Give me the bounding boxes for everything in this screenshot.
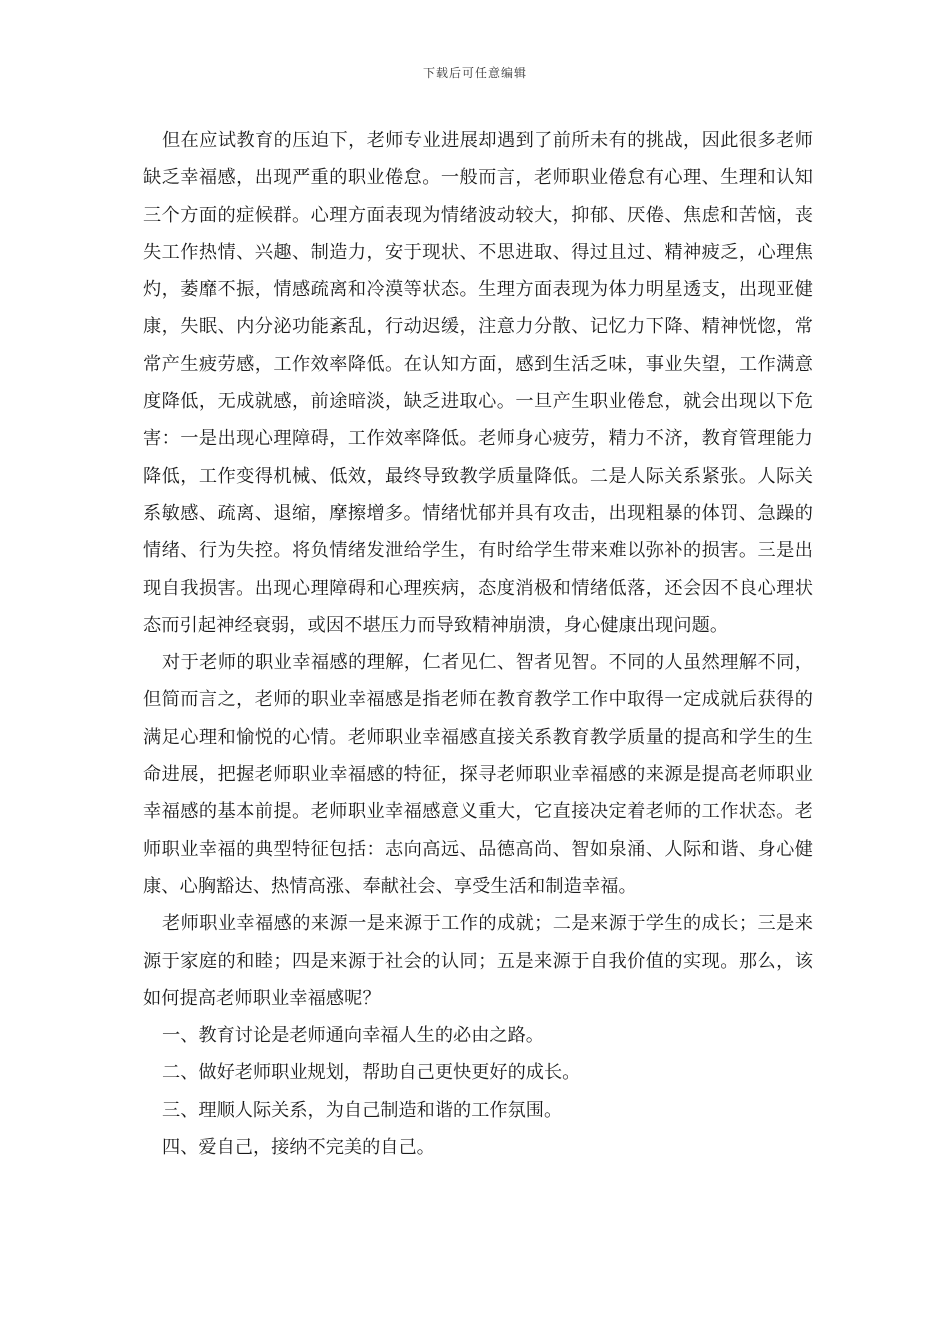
list-item-2: 二、做好老师职业规划，帮助自己更快更好的成长。: [162, 1062, 581, 1084]
list-item-4: 四、爱自己，接纳不完美的自己。: [162, 1137, 435, 1159]
list-item-1: 一、教育讨论是老师通向幸福人生的必由之路。: [162, 1025, 544, 1047]
paragraph-happiness-definition: 对于老师的职业幸福感的理解，仁者见仁、智者见智。不同的人虽然理解不同，但简而言之，老师的职业幸福感是指老师在教育教学工作中取得一定成就后获得的满足心理和愉悦的心情。老师职业幸福感直接关系教育教学质量的提高和学生的生命进展，把握老师职业幸福感的特征，探寻老师职业幸福感的来源是提高老师职业幸福感的基本前提。老师职业幸福感意义重大，它直接决定着老师的工作状态。老师职业幸福的典型特征包括：志向高远、品德高尚、智如泉涌、人际和谐、身心健康、心胸豁达、热情高涨、奉献社会、享受生活和制造幸福。: [143, 652, 813, 897]
paragraph-happiness-sources: 老师职业幸福感的来源一是来源于工作的成就；二是来源于学生的成长；三是来源于家庭的和睦；四是来源于社会的认同；五是来源于自我价值的实现。那么，该如何提高老师职业幸福感呢？: [143, 913, 813, 1009]
paragraph-burnout: 但在应试教育的压迫下，老师专业进展却遇到了前所未有的挑战，因此很多老师缺乏幸福感，出现严重的职业倦怠。一般而言，老师职业倦怠有心理、生理和认知三个方面的症候群。心理方面表现为情绪波动较大，抑郁、厌倦、焦虑和苦恼，丧失工作热情、兴趣、制造力，安于现状、不思进取、得过且过、精神疲乏，心理焦灼，萎靡不振，情感疏离和冷漠等状态。生理方面表现为体力明星透支，出现亚健康，失眠、内分泌功能紊乱，行动迟缓，注意力分散、记忆力下降、精神恍惚，常常产生疲劳感，工作效率降低。在认知方面，感到生活乏味，事业失望，工作满意度降低，无成就感，前途暗淡，缺乏进取心。一旦产生职业倦怠，就会出现以下危害：一是出现心理障碍，工作效率降低。老师身心疲劳，精力不济，教育管理能力降低，工作变得机械、低效，最终导致教学质量降低。二是人际关系紧张。人际关系敏感、疏离、退缩，摩擦增多。情绪忧郁并具有攻击，出现粗暴的体罚、急躁的情绪、行为失控。将负情绪发泄给学生，有时给学生带来难以弥补的损害。三是出现自我损害。出现心理障碍和心理疾病，态度消极和情绪低落，还会因不良心理状态而引起神经衰弱，或因不堪压力而导致精神崩溃，身心健康出现问题。: [143, 130, 813, 636]
list-item-3: 三、理顺人际关系，为自己制造和谐的工作氛围。: [162, 1099, 563, 1121]
document-body: [143, 122, 813, 1166]
page-header: 下载后可任意编辑: [422, 66, 527, 80]
